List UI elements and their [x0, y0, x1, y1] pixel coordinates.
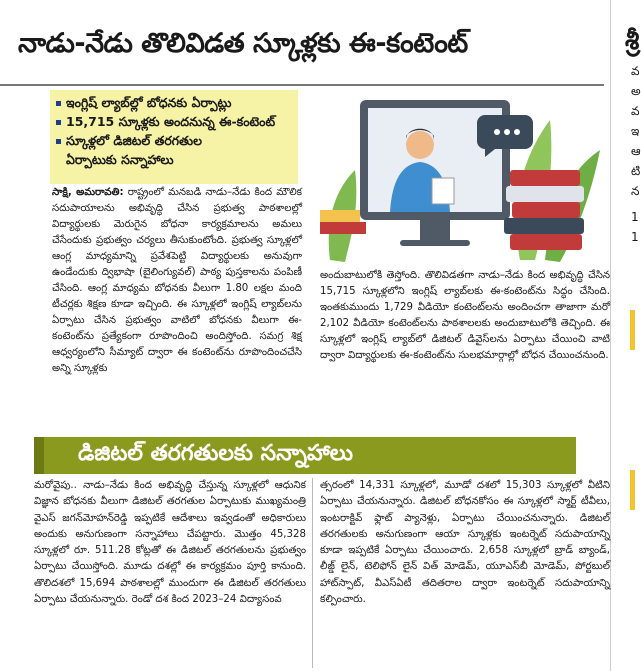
article-column-1: [52, 185, 302, 377]
byline: సాక్షి, అమరావతి:: [52, 187, 124, 198]
band-notch: [34, 437, 44, 474]
adjacent-line: టి: [631, 164, 641, 178]
adjacent-line: 1: [631, 210, 639, 224]
highlights-box: [50, 90, 298, 184]
article-column-2: [320, 268, 610, 364]
body-text: అందుబాటులోకి తెస్తోంది. తొలివిడతగా నాడు–నేడు కింద అభివృద్ధి చేసిన 15,715 స్కూళ్లలోని ఇంగ్లిష్ ల్యాబ్‌లకు ఈ-కంటెంట్‌ను సిద్ధం చేసింది. ఇంతకుముందు 1,729 వీడియో కంటెంట్‌లను అందించగా తాజాగా మరో 2,102 వీడియో కంటెంట్‌లను పాఠశాలలకు అందుబాటులోకి తెచ్చింది. ఈ స్కూళ్లలో ఇంగ్లిష్ ల్యాబ్‌లో డిజిటల్ డివైస్‌లను ఏర్పాటు చేయించి వాటి ద్వారా విద్యార్థులకు ఈ-కంటెంట్‌ను సులభమార్గాల్లో బోధన చేయించనుంది.: [320, 270, 610, 361]
adjacent-title: శ్రీ: [625, 26, 640, 56]
bullet-icon: [56, 101, 61, 106]
adjacent-line: న: [631, 184, 640, 198]
adjacent-line: వ: [631, 64, 640, 78]
highlight-item: స్కూళ్లలో డిజిటల్ తరగతుల: [56, 132, 292, 150]
adjacent-line: ఇ: [631, 124, 640, 138]
headline-rule: [0, 84, 604, 86]
adjacent-line: ఆ: [631, 144, 641, 158]
highlight-item: ఏర్పాటుకు సన్నాహాలు: [66, 152, 174, 167]
adjacent-line: అ: [631, 84, 641, 98]
body-text: త్సరంలో 14,331 స్కూళ్లలో, మూడో దశలో 15,303 స్కూళ్లలో వీటిని ఏర్పాటు చేయనున్నారు. డిజిటల్ బోధనకోసం ఈ స్కూళ్లలో స్మార్ట్ టీవీలు, ఇంటరాక్టివ్ ఫ్లాట్ ప్యానెళ్లు, ఏర్పాటు చేయించనున్నారు. డిజిటల్ తరగతులకు అనుగుణంగా ఆయా స్కూళ్లకు ఇంటర్నెట్ సదుపాయాన్ని కూడా ఇప్పటికే ఏర్పాటు చేయించారు. 2,658 స్కూళ్లలో బ్రాడ్ బ్యాండ్, లీజ్డ్ లైన్, టెలిఫోన్ లైన్ విత్ మోడెమ్, యూఎస్‌బీ మోడెమ్, పోర్టబుల్ హాట్‌స్పాట్, వీఎస్ఏటీ తదితరాల ద్వారా ఇంటర్నెట్ సదుపాయాన్ని కల్పించారు.: [320, 480, 610, 606]
adjacent-line: వ: [631, 104, 640, 118]
subheading: డిజిటల్ తరగతులకు సన్నాహాలు: [78, 441, 353, 466]
adjacent-line: 1: [631, 230, 639, 244]
highlight-item: 15,715 స్కూళ్లకు అందనున్న ఈ-కంటెంట్: [56, 113, 292, 131]
highlight-item: ఇంగ్లిష్ ల్యాబ్‌ల్లో బోధనకు ఏర్పాట్లు: [56, 94, 292, 112]
teacher-illustration: [320, 90, 610, 266]
subheading-band: [34, 437, 576, 474]
bullet-icon: [56, 139, 61, 144]
accent-bar: [630, 470, 635, 510]
article-column-4: [320, 478, 610, 608]
body-text: రాష్ట్రంలో మనబడి నాడు–నేడు కింద మౌలిక సదుపాయాలను అభివృద్ధి చేసిన ప్రభుత్వ పాఠశాలల్లో విద్యార్థులకు మెరుగైన బోధనా కార్యక్రమాలను అమలు చేసేందుకు ప్రభుత్వం చర్యలు తీసుకుంటోంది. ప్రభుత్వ స్కూళ్లలో ఆంగ్ల మాధ్యమాన్ని ప్రవేశపెట్టి విద్యార్థులకు అనువుగా ఉండేందుకు ద్విభాషా (బైలింగ్యువల్) పాఠ్య పుస్తకాలను పంపిణీ చేసింది. ఆంగ్ల మాధ్యమ బోధనకు వీలుగా 1.80 లక్షల మంది టీచర్లకు శిక్షణ కూడా ఇచ్చింది. ఈ స్కూళ్లలో ఇంగ్లిష్ ల్యాబ్‌లను ఏర్పాటు చేసిన ప్రభుత్వం వాటిలో బోధనకు వీలుగా ఈ-కంటెంట్‌ను ప్రత్యేకంగా రూపొందించి అందిస్తోంది. సమగ్ర శిక్ష ఆధ్వర్యంలోని సీమ్యాట్ ద్వారా ఈ కంటెంట్‌ను రూపొందించచేసి అన్ని స్కూళ్లకు: [52, 187, 302, 374]
headline: నాడు-నేడు తొలివిడత స్కూళ్లకు ఈ-కంటెంట్: [18, 28, 468, 59]
body-text: మరోవైపు.. నాడు–నేడు కింద అభివృద్ధి చేస్తున్న స్కూళ్లలో ఆధునిక విజ్ఞాన బోధనకు వీలుగా డిజిటల్ తరగతుల ఏర్పాటుకు ముఖ్యమంత్రి వైఎస్ జగన్‌మోహన్‌రెడ్డి ఇప్పటికే ఆదేశాలు ఇవ్వడంతో అధికారులు అందుకు అనుగుణంగా సన్నాహాలు చేపట్టారు. మొత్తం 45,328 స్కూళ్లలో రూ. 511.28 కోట్లతో ఈ డిజిటల్ తరగతులను ప్రభుత్వం ఏర్పాటు చేయిస్తోంది. మూడు దశల్లో ఈ కార్యక్రమం పూర్తి కానుంది. తొలిదశలో 15,694 పాఠశాలల్లో ముందుగా ఈ డిజిటల్ తరగతులు ఏర్పాటు చేయనున్నారు. రెండో దశ కింద 2023–24 విద్యాసంవ: [34, 480, 306, 606]
accent-bar: [630, 310, 635, 350]
article-column-3: [34, 478, 306, 608]
column-divider: [312, 478, 313, 668]
adjacent-article: [610, 0, 641, 671]
bullet-icon: [56, 120, 61, 125]
